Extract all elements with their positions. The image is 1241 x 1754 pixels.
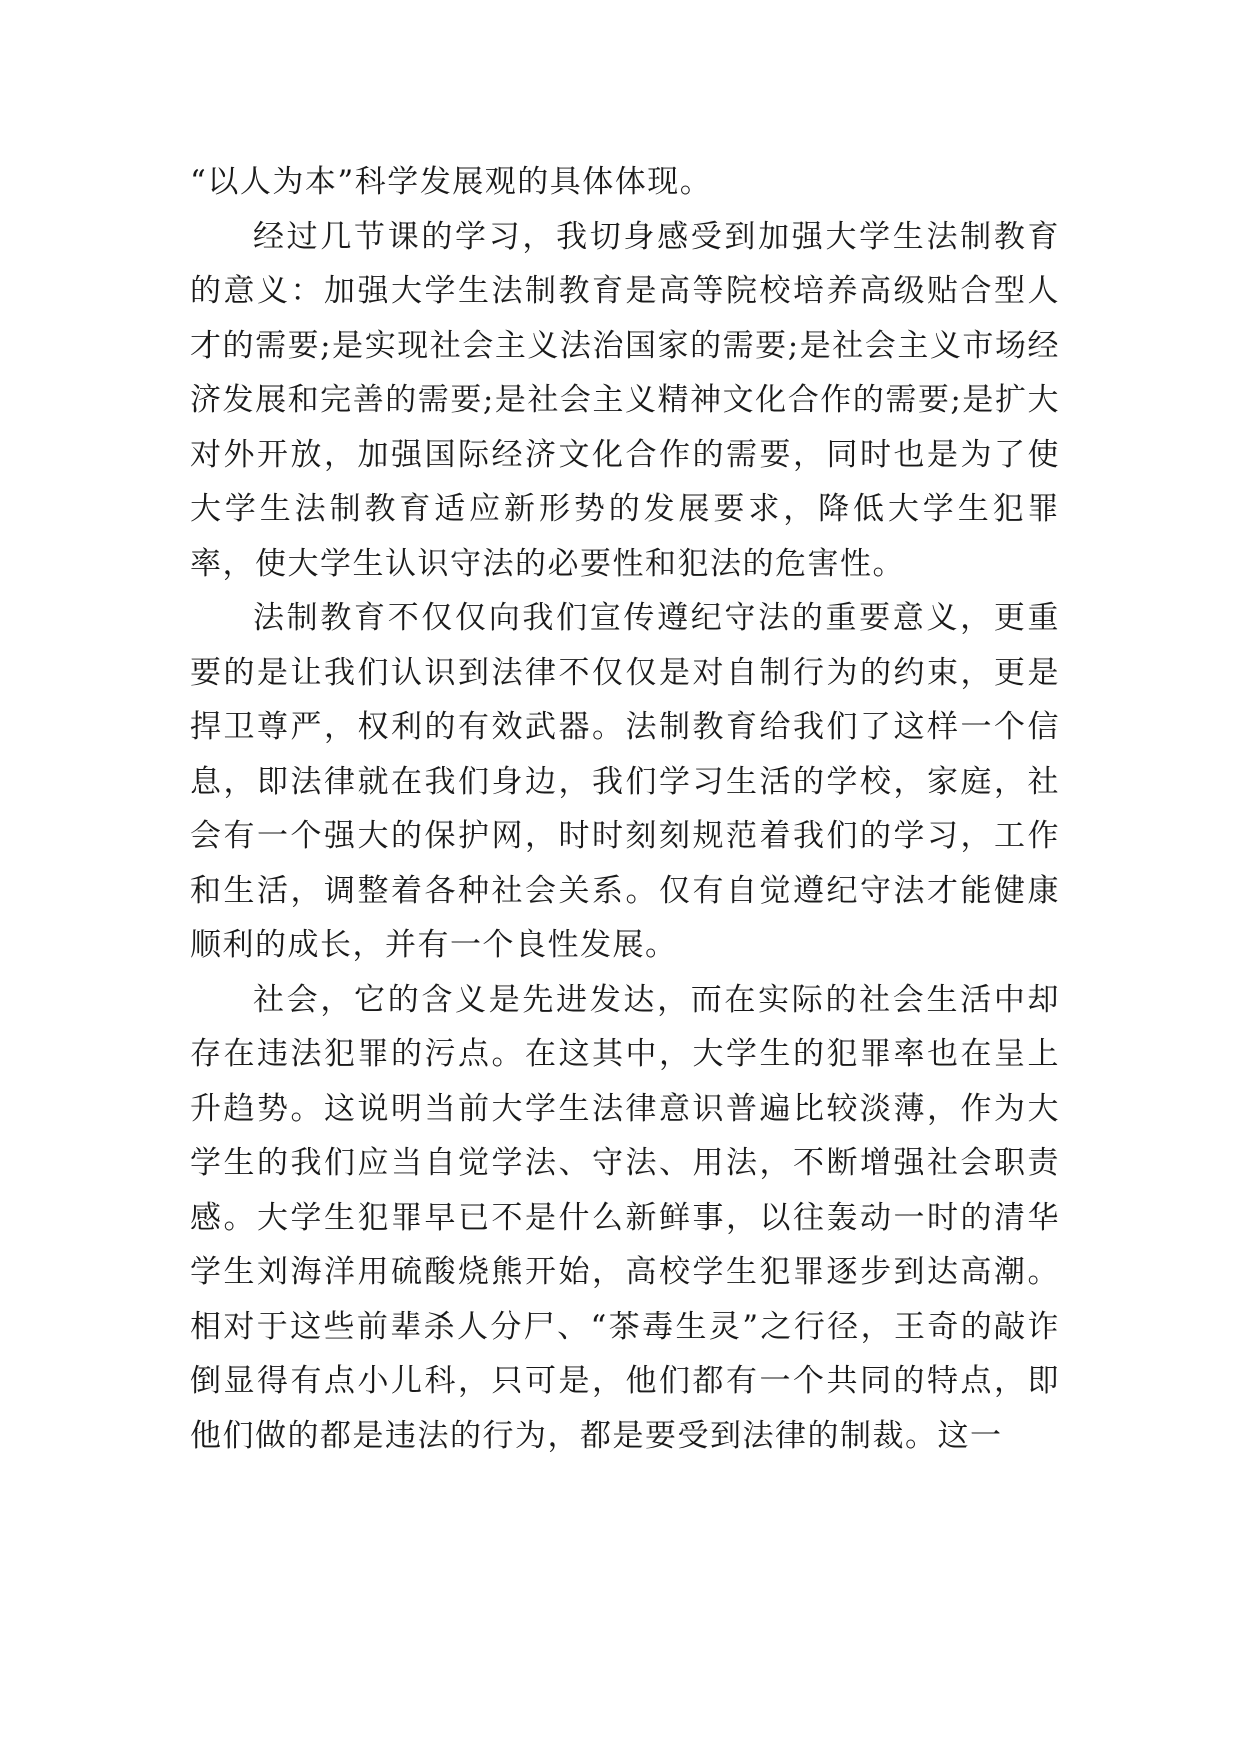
- paragraph-4: 社会，它的含义是先进发达，而在实际的社会生活中却存在违法犯罪的污点。在这其中，大学生的犯罪率也在呈上升趋势。这说明当前大学生法律意识普遍比较淡薄，作为大学生的我们应当自觉学法、守法、用法，不断增强社会职责感。大学生犯罪早已不是什么新鲜事，以往轰动一时的清华学生刘海洋用硫酸烧熊开始，高校学生犯罪逐步到达高潮。相对于这些前辈杀人分尸、“茶毒生灵”之行径，王奇的敲诈倒显得有点小儿科，只可是，他们都有一个共同的特点，即他们做的都是违法的行为，都是要受到法律的制裁。这一: [190, 981, 1060, 1454]
- document-body: [190, 155, 1060, 1463]
- paragraph-2: 经过几节课的学习，我切身感受到加强大学生法制教育的意义：加强大学生法制教育是高等院校培养高级贴合型人才的需要;是实现社会主义法治国家的需要;是社会主义市场经济发展和完善的需要;是社会主义精神文化合作的需要;是扩大对外开放，加强国际经济文化合作的需要，同时也是为了使大学生法制教育适应新形势的发展要求，降低大学生犯罪率，使大学生认识守法的必要性和犯法的危害性。: [190, 218, 1060, 582]
- paragraph-3: 法制教育不仅仅向我们宣传遵纪守法的重要意义，更重要的是让我们认识到法律不仅仅是对自制行为的约束，更是捍卫尊严，权利的有效武器。法制教育给我们了这样一个信息，即法律就在我们身边，我们学习生活的学校，家庭，社会有一个强大的保护网，时时刻刻规范着我们的学习，工作和生活，调整着各种社会关系。仅有自觉遵纪守法才能健康顺利的成长，并有一个良性发展。: [190, 600, 1060, 963]
- paragraph-1: “以人为本”科学发展观的具体体现。: [190, 164, 713, 200]
